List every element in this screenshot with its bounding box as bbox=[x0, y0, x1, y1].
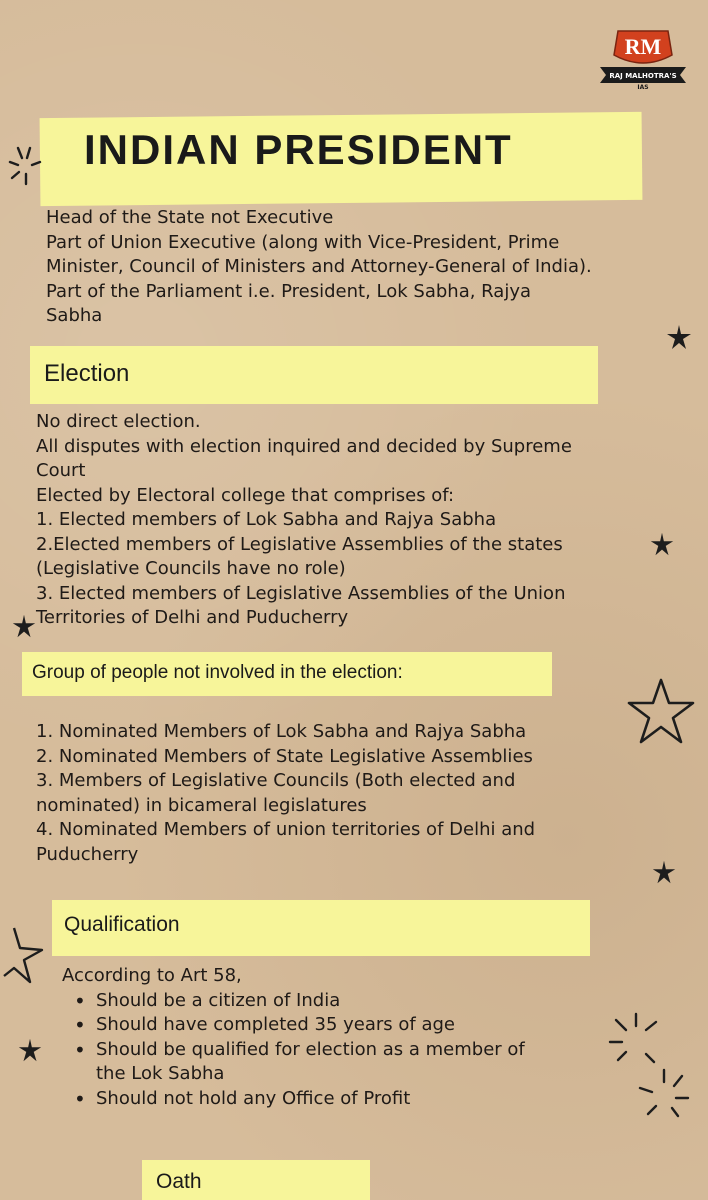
election-line: All disputes with election inquired and decided by Supreme bbox=[36, 435, 572, 457]
intro-line: Part of the Parliament i.e. President, Lok Sabha, Rajya bbox=[46, 280, 531, 302]
list-item bbox=[62, 989, 525, 1014]
election-line: 2.Elected members of Legislative Assemblies of the states bbox=[36, 533, 563, 555]
election-heading: Election bbox=[44, 360, 130, 387]
election-line: Elected by Electoral college that comprises of: bbox=[36, 484, 455, 506]
intro-text bbox=[46, 206, 592, 329]
qualification-heading: Qualification bbox=[64, 913, 180, 936]
not-involved-line: Puducherry bbox=[36, 843, 139, 865]
not-involved-text bbox=[36, 720, 535, 867]
qualification-text bbox=[62, 964, 525, 1111]
intro-line: Minister, Council of Ministers and Attorney-General of India). bbox=[46, 256, 592, 277]
election-text bbox=[36, 410, 572, 631]
page-title: INDIAN PRESIDENT bbox=[84, 126, 513, 173]
sparkle-icon bbox=[606, 1010, 666, 1070]
election-line: (Legislative Councils have no role) bbox=[36, 558, 346, 579]
star-icon bbox=[650, 858, 678, 886]
not-involved-heading: Group of people not involved in the election: bbox=[32, 662, 403, 683]
sparkle-icon bbox=[6, 140, 46, 190]
qualification-list bbox=[62, 989, 525, 1112]
list-item bbox=[62, 1038, 525, 1087]
star-icon bbox=[664, 322, 694, 352]
not-involved-line: 4. Nominated Members of union territories of Delhi and bbox=[36, 819, 536, 840]
sparkle-icon bbox=[634, 1066, 694, 1126]
star-icon bbox=[10, 612, 38, 640]
not-involved-line: 2. Nominated Members of State Legislative Assemblies bbox=[36, 745, 533, 767]
logo-monogram: RM bbox=[624, 34, 662, 59]
election-line: 1. Elected members of Lok Sabha and Rajya Sabha bbox=[36, 509, 497, 530]
logo-sub: IAS bbox=[637, 84, 649, 91]
bullet-line: • Should be a citizen of India bbox=[96, 989, 341, 1011]
election-line: No direct election. bbox=[36, 411, 201, 432]
star-outline-icon bbox=[626, 676, 696, 746]
intro-line: Head of the State not Executive bbox=[46, 207, 334, 228]
not-involved-line: 3. Members of Legislative Councils (Both elected and bbox=[36, 770, 516, 791]
not-involved-line: 1. Nominated Members of Lok Sabha and Rajya Sabha bbox=[36, 721, 527, 742]
list-item bbox=[62, 1013, 525, 1038]
star-outline-icon bbox=[2, 926, 46, 986]
intro-line: Sabha bbox=[46, 305, 103, 326]
not-involved-line: nominated) in bicameral legislatures bbox=[36, 794, 367, 816]
qualification-intro: According to Art 58, bbox=[62, 965, 242, 986]
oath-heading: Oath bbox=[156, 1170, 202, 1193]
star-icon bbox=[648, 530, 676, 558]
bullet-line: • Should be qualified for election as a member of bbox=[96, 1038, 525, 1060]
list-item bbox=[62, 1087, 525, 1112]
election-line: Court bbox=[36, 460, 86, 481]
intro-line: Part of Union Executive (along with Vice-President, Prime bbox=[46, 231, 560, 253]
bullet-line: • Should have completed 35 years of age bbox=[96, 1014, 455, 1035]
star-icon bbox=[16, 1036, 44, 1064]
bullet-line: • Should not hold any Office of Profit bbox=[96, 1087, 411, 1109]
election-line: 3. Elected members of Legislative Assemblies of the Union bbox=[36, 582, 566, 604]
logo bbox=[598, 27, 688, 91]
election-line: Territories of Delhi and Puducherry bbox=[36, 607, 349, 628]
bullet-line: the Lok Sabha bbox=[96, 1063, 225, 1084]
logo-brand: RAJ MALHOTRA'S bbox=[609, 72, 677, 80]
